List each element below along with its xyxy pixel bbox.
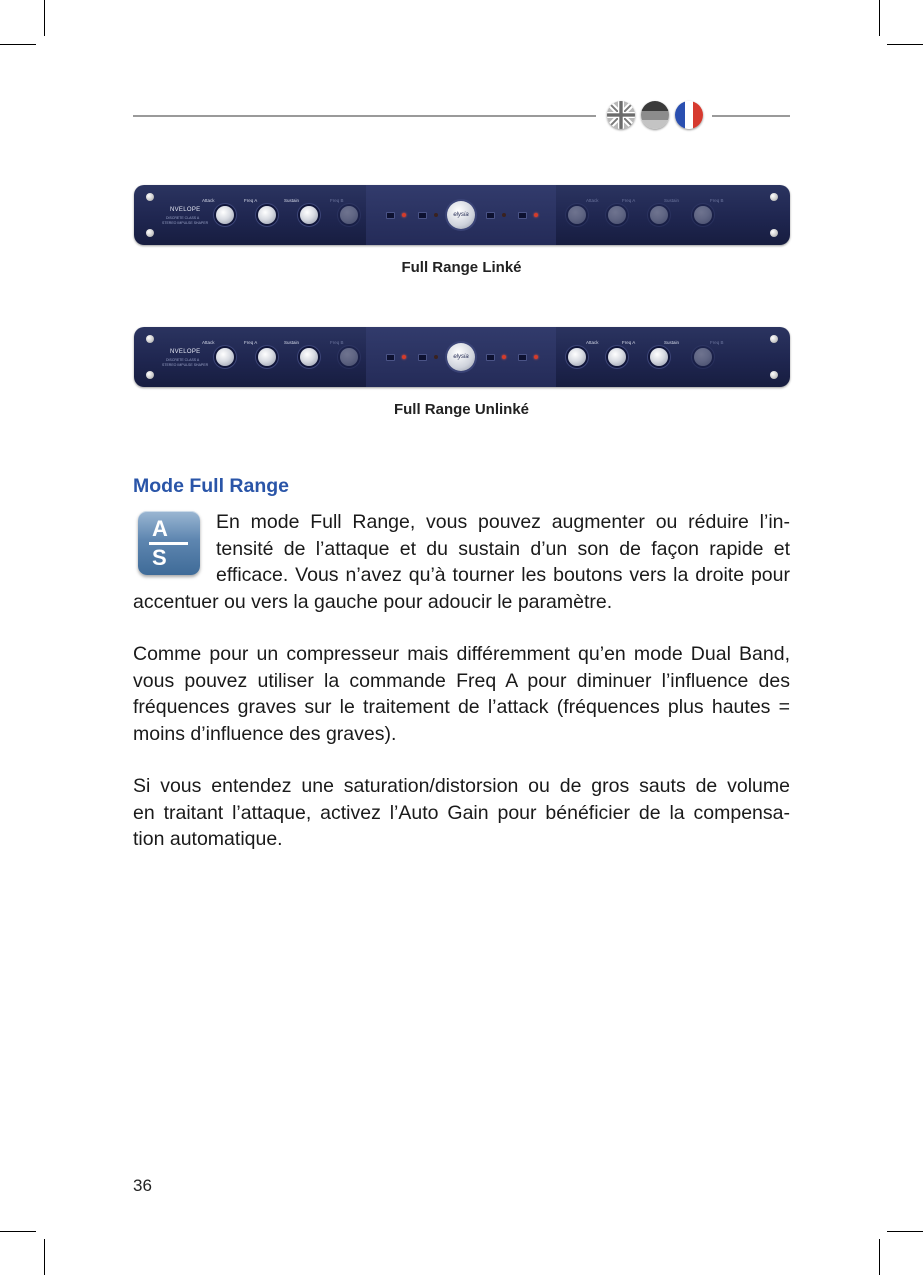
paragraph-line: moins d’influence des graves). [133,722,397,745]
freq-a-knob[interactable] [608,206,626,224]
caption-unlinked: Full Range Unlinké [393,401,529,418]
section-heading: Mode Full Range [133,475,289,497]
status-led [434,213,438,217]
knob-label-freq-a: Freq A [622,198,636,203]
sustain-knob[interactable] [650,206,668,224]
crop-mark [887,44,923,45]
device-name: NVELOPE [170,349,201,355]
attack-knob[interactable] [568,206,586,224]
freq-a-knob[interactable] [258,348,276,366]
paragraph-line: tensité de l’attaque et du sustain d’un son de façon rapide et [216,537,790,560]
switch-button[interactable] [418,212,427,219]
knob-label-sustain: Sustain [664,198,680,203]
device-subtitle: DISCRETE CLASS A [166,358,200,362]
knob-label-attack: Attack [586,340,599,345]
icon-letter-a: A [152,516,168,541]
paragraph-line: en traitant l’attaque, activez l’Auto Gain pour bénéficier de la compensa- [133,801,790,824]
knob-label-sustain: Sustain [284,198,300,203]
paragraph-line: Si vous entendez une saturation/distorsion ou de gros sauts de volume [133,775,790,797]
paragraph-line: fréquences graves sur le traitement de l’attack (fréquences plus hautes = [133,696,790,718]
knob-label-freq-a: Freq A [244,340,258,345]
screw [770,229,778,237]
paragraph-line: En mode Full Range, vous pouvez augmenter ou réduire l’in- [216,511,790,533]
switch-button[interactable] [486,354,495,361]
paragraph-line: accentuer ou vers la gauche pour adoucir le paramètre. [133,590,613,613]
paragraph-line: Comme pour un compresseur mais différemment qu’en mode Dual Band, [133,643,790,665]
crop-mark [879,0,880,36]
freq-a-knob[interactable] [608,348,626,366]
crop-mark [0,44,36,45]
knob-label-sustain: Sustain [664,340,680,345]
crop-mark [44,1239,45,1275]
crop-mark [0,1231,36,1232]
page-number: 36 [133,1176,152,1195]
switch-button[interactable] [486,212,495,219]
knob-label-sustain: Sustain [284,340,300,345]
status-led [502,355,506,359]
attack-knob[interactable] [216,348,234,366]
sustain-knob[interactable] [650,348,668,366]
crop-mark [44,0,45,36]
device-panel-linked [134,185,790,245]
switch-button[interactable] [386,212,395,219]
paragraph-line: vous pouvez utiliser la commande Freq A pour diminuer l’influence des [133,669,790,692]
sustain-knob[interactable] [300,348,318,366]
screw [770,193,778,201]
crop-mark [887,1231,923,1232]
status-led [402,355,406,359]
crop-mark [879,1239,880,1275]
screw [146,371,154,379]
attack-sustain-icon [138,511,200,575]
attack-knob[interactable] [216,206,234,224]
freq-b-knob[interactable] [694,206,712,224]
device-subtitle: STEREO IMPULSE SHAPER [162,363,209,367]
brand-logo: elysia [447,343,475,371]
caption-linked: Full Range Linké [401,259,522,276]
freq-a-knob[interactable] [258,206,276,224]
header-rule-right [712,115,790,117]
device-name: NVELOPE [170,207,201,213]
freq-b-knob[interactable] [694,348,712,366]
knob-label-attack: Attack [202,340,215,345]
screw [770,371,778,379]
status-led [502,213,506,217]
status-led [434,355,438,359]
knob-label-freq-b: Freq B [710,198,724,203]
device-subtitle: STEREO IMPULSE SHAPER [162,221,209,225]
paragraph-line: tion automatique. [133,828,283,850]
freq-b-knob[interactable] [340,206,358,224]
freq-b-knob[interactable] [340,348,358,366]
knob-label-freq-b: Freq B [330,340,344,345]
screw [146,193,154,201]
header-rule-left [133,115,596,117]
screw [770,335,778,343]
status-led [402,213,406,217]
knob-label-freq-b: Freq B [330,198,344,203]
icon-letter-s: S [152,545,167,570]
knob-label-freq-a: Freq A [244,198,258,203]
english-flag-icon[interactable] [607,101,635,129]
knob-label-freq-b: Freq B [710,340,724,345]
brand-logo: elysia [447,201,475,229]
french-flag-icon[interactable] [675,101,703,129]
sustain-knob[interactable] [300,206,318,224]
switch-button[interactable] [518,354,527,361]
status-led [534,213,538,217]
knob-label-attack: Attack [586,198,599,203]
switch-button[interactable] [386,354,395,361]
knob-label-attack: Attack [202,198,215,203]
status-led [534,355,538,359]
screw [146,229,154,237]
switch-button[interactable] [518,212,527,219]
knob-label-freq-a: Freq A [622,340,636,345]
paragraph-line: efficace. Vous n’avez qu’à tourner les boutons vers la droite pour [216,564,790,586]
switch-button[interactable] [418,354,427,361]
attack-knob[interactable] [568,348,586,366]
device-subtitle: DISCRETE CLASS A [166,216,200,220]
german-flag-icon[interactable] [641,101,669,129]
screw [146,335,154,343]
device-panel-unlinked [134,327,790,387]
